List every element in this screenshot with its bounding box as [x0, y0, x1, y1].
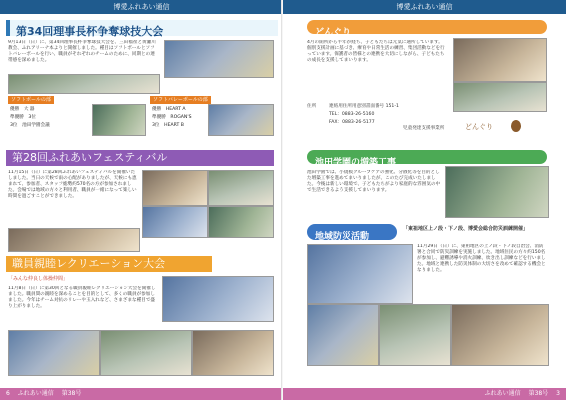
sec3-photo-d — [192, 330, 274, 376]
left-header-bar — [0, 0, 283, 14]
sec-r3-title-box — [307, 224, 397, 240]
volley-rank-1: 優勝 — [152, 107, 162, 112]
soft-team-2: 3位 — [28, 115, 36, 120]
sec1-photo-top — [164, 40, 274, 78]
sec3-title: 職員親睦レクリエーション大会 — [6, 256, 212, 272]
sec-r2-title-box — [307, 150, 547, 168]
rank-3: 3位 — [10, 123, 18, 128]
sec2-photo-d — [208, 206, 274, 238]
org-name: どんぐり — [465, 123, 493, 131]
sec2-photo-c — [142, 206, 208, 238]
left-header-title: 博愛ふれあい通信 — [113, 3, 170, 11]
sec-r1-title: どんぐり — [315, 28, 352, 38]
contact-tel: TEL：0883-26-5160 — [329, 112, 375, 117]
volley-team-3: HEART B — [164, 123, 184, 128]
sec2-photo-a — [142, 170, 208, 206]
soft-team-3: 池田学園会議 — [22, 123, 50, 128]
sec3-photo-b — [8, 330, 100, 376]
sec-r1-photo-a — [453, 38, 547, 82]
left-footer-issue: 第38号 — [61, 390, 82, 397]
label-softball: ソフトボールの部 — [8, 96, 54, 104]
sec-r2-photo — [445, 166, 549, 218]
sec1-photo-small-b — [208, 104, 274, 136]
sec-r1-title-box — [307, 20, 547, 38]
volley-team-1: HEART A — [165, 107, 186, 112]
sec-r3-photo-d — [451, 304, 549, 366]
sec-r3-subtitle: 「東祖地区上ノ段・下ノ段、博愛会総合防災訓練開催」 — [403, 226, 529, 232]
rank-1: 優勝 — [10, 107, 20, 112]
right-footer-name: ふれあい通信 — [484, 390, 521, 397]
sec3-subtitle: 「みんな仲良し体操仲間」 — [8, 276, 69, 282]
soft-team-1: 大 器 — [23, 107, 35, 112]
sec-r3-photo-a — [307, 244, 413, 304]
right-footer-issue: 第38号 — [528, 390, 549, 397]
sec1-photo-mid — [8, 74, 160, 94]
sec2-photo-b — [208, 170, 274, 206]
right-page-number: 3 — [556, 390, 560, 397]
sec-r2-body: 池田学園では、小規模グループケアの強化、分散化等を目的とした増築工事を進めてまいりましたが、このたび完成いたしました。今後は新しい環境で、子どもたちがより家庭的な雰囲気の中で生活できるよう支援してまいります。 — [307, 170, 441, 193]
left-page-number: 6 — [6, 390, 10, 397]
rank-2: 準優勝 — [10, 115, 24, 120]
softball-results — [10, 106, 90, 130]
right-page — [283, 0, 566, 400]
sec3-photo-c — [100, 330, 192, 376]
contact-label: 住所 — [307, 104, 317, 109]
sec-r2-title: 池田学園の増築工事 — [315, 158, 397, 168]
right-header-title: 博愛ふれあい通信 — [396, 3, 453, 11]
sec1-title: 第34回理事長杯争奪球技大会 — [16, 25, 164, 38]
label-volleyball: ソフトバレーボールの部 — [150, 96, 211, 104]
acorn-icon — [511, 120, 521, 132]
sec3-photo-a — [162, 276, 274, 322]
sec2-body: 11月15日（日）に第28回ふれあいフェスティバルを開催いたしました。当日の天候で雨の心配がありましたが、天候にも恵まれて、参加者、スタッフ総勢約570名の方が参加されました。会場では地域の方々と利用者、職員が一緒になって楽しい時間を過ごすことができました。 — [8, 170, 137, 199]
volley-team-2: ROGAN'S — [170, 115, 192, 120]
sec3-body: 11月8日（日）に第30回となる職員親睦レクリエーション大会を開催しました。職員間の親睦を深めることを目的として、多くの職員が参加しました。今年はチーム対抗のリレーや玉入れなど、さまざまな種目で盛り上がりました。 — [8, 286, 156, 309]
sec-r1-body: 4月の開所から半年が経ち、子どもたちは元気に通所しています。個別支援計画に基づき、療育や日常生活の練習、集団活動などを行っています。保護者の皆様との連携を大切にしながら、子どもたちの成長を支援してまいります。 — [307, 40, 445, 63]
right-footer — [283, 388, 566, 400]
sec2-photo-e — [8, 228, 140, 252]
volley-rank-3: 3位 — [152, 123, 160, 128]
volley-rank-2: 準優勝 — [152, 115, 166, 120]
contact-address: 連絡用住所用意別書面番号 151-1 — [329, 104, 399, 109]
left-footer-name: ふれあい通信 — [17, 390, 54, 397]
sec-r3-body: 11月29日（日）に、東祖地区の上ノ段・下ノ段自治会、消防署と合同で防災訓練を実施しました。地域住民の方々約150名が参加し、避難誘導や消火訓練、炊き出し訓練などを行いました。地域と連携した防災体制の大切さを改めて確認する機会となりました。 — [417, 244, 546, 273]
sec-r1-photo-b — [453, 82, 547, 112]
contact-fax: FAX：0883-26-5177 — [329, 120, 375, 125]
sec1-title-box — [6, 20, 278, 36]
sec1-body: 9月13日（日）に、第34回理事長杯争奪球技大会を、三田福祉と黄瀬川教会、ふれアリーナ本よりと開催しました。種目はソフトボールとソフトバレーボールを行い、職員がそれぞれのチームのために、同期との連帯感を深めました。 — [8, 40, 156, 63]
sec-r3-photo-b — [307, 304, 379, 366]
left-footer — [0, 388, 283, 400]
org-type: 児童発達支援事業所 — [403, 126, 445, 131]
sec-r3-title: 地域防災活動 — [315, 232, 370, 242]
sec2-title: 第28回ふれあいフェスティバル — [6, 150, 274, 166]
right-header-bar — [283, 0, 566, 14]
sec-r3-photo-c — [379, 304, 451, 366]
sec1-photo-small-a — [92, 104, 146, 136]
